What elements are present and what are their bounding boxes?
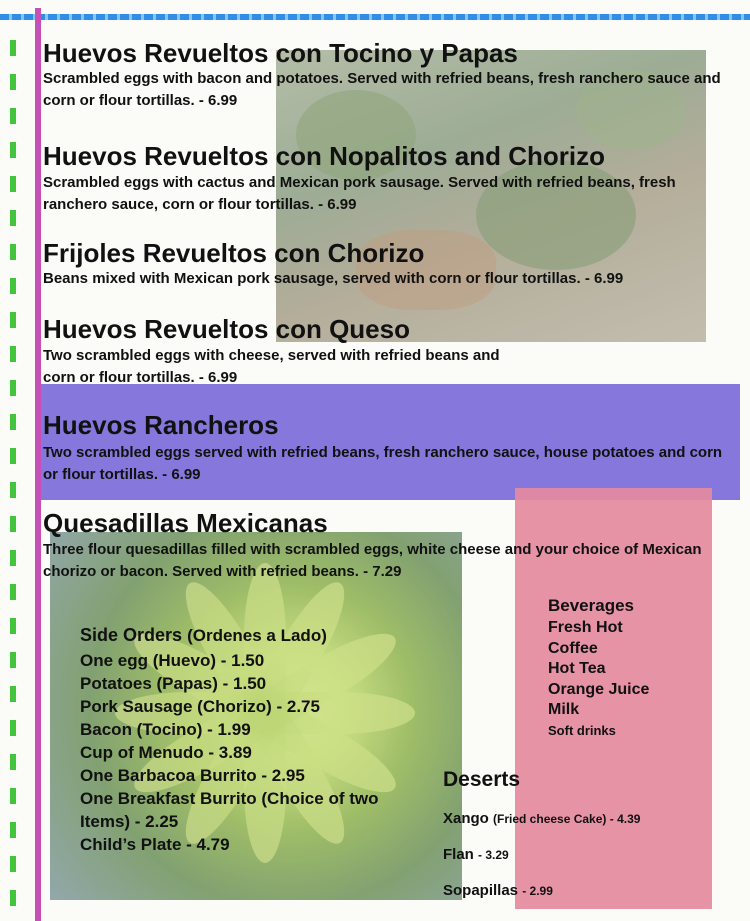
desert-detail: - 3.29 — [478, 848, 509, 862]
dish-title: Huevos Revueltos con Tocino y Papas — [43, 38, 518, 68]
desert-detail: (Fried cheese Cake) - 4.39 — [493, 812, 641, 826]
beverage-item: Soft drinks — [548, 722, 616, 738]
side-order-item: Pork Sausage (Chorizo) - 2.75 — [80, 697, 320, 716]
desert-item — [443, 881, 713, 901]
dish-title: Quesadillas Mexicanas — [43, 508, 328, 538]
side-order-item: One egg (Huevo) - 1.50 — [80, 651, 265, 670]
desert-detail: - 2.99 — [522, 884, 553, 898]
desert-name: Flan — [443, 846, 474, 863]
dish-title: Huevos Revueltos con Queso — [43, 314, 410, 344]
side-order-item: One Breakfast Burrito (Choice of two Items) - 2.25 — [80, 789, 379, 831]
dish-description: Three flour quesadillas filled with scrambled eggs, white cheese and your choice of Mexican chorizo or bacon. Served with refried beans. - 7.29 — [43, 541, 702, 580]
deserts-heading: Deserts — [443, 768, 521, 791]
dish-description: Two scrambled eggs with cheese, served with refried beans and corn or flour tortillas. - 6.99 — [43, 347, 500, 386]
desert-item — [443, 809, 713, 829]
side-orders-subtitle: (Ordenes a Lado) — [187, 626, 327, 645]
side-order-item: Potatoes (Papas) - 1.50 — [80, 674, 267, 693]
side-orders-title: Side Orders — [80, 625, 183, 645]
dish-title: Huevos Revueltos con Nopalitos and Chorizo — [43, 141, 605, 171]
beverage-item: Hot Tea — [548, 660, 606, 677]
beverage-item: Orange Juice — [548, 680, 650, 698]
side-orders-heading — [80, 622, 420, 649]
beverage-item: Milk — [548, 701, 580, 718]
dish-description: Scrambled eggs with cactus and Mexican pork sausage. Served with refried beans, fresh ranchero sauce, corn or flour tortillas. - 6.99 — [43, 174, 676, 213]
dish-description: Two scrambled eggs served with refried beans, fresh ranchero sauce, house potatoes and corn or flour tortillas. - 6.99 — [43, 444, 723, 483]
beverage-item: Fresh Hot — [548, 619, 623, 636]
dish-title: Huevos Rancheros — [43, 410, 279, 440]
desert-item — [443, 845, 713, 865]
beverages-section — [548, 594, 708, 741]
side-order-item: Bacon (Tocino) - 1.99 — [80, 720, 251, 739]
beverages-heading: Beverages — [548, 596, 635, 615]
left-margin-line — [35, 8, 41, 921]
dish-title: Frijoles Revueltos con Chorizo — [43, 238, 425, 268]
desert-name: Sopapillas — [443, 882, 519, 899]
deserts-section — [443, 765, 713, 917]
left-dashed-border — [10, 40, 16, 910]
beverage-item: Coffee — [548, 639, 598, 657]
dish-description: Beans mixed with Mexican pork sausage, served with corn or flour tortillas. - 6.99 — [43, 270, 624, 287]
top-dashed-border — [0, 14, 750, 20]
side-order-item: One Barbacoa Burrito - 2.95 — [80, 766, 305, 785]
dish-description: Scrambled eggs with bacon and potatoes. Served with refried beans, fresh ranchero sauce and corn or flour tortillas. - 6.99 — [43, 70, 721, 109]
side-order-item: Cup of Menudo - 3.89 — [80, 743, 252, 762]
desert-name: Xango — [443, 810, 489, 827]
side-order-item: Child’s Plate - 4.79 — [80, 835, 230, 854]
side-orders-section — [80, 622, 420, 856]
